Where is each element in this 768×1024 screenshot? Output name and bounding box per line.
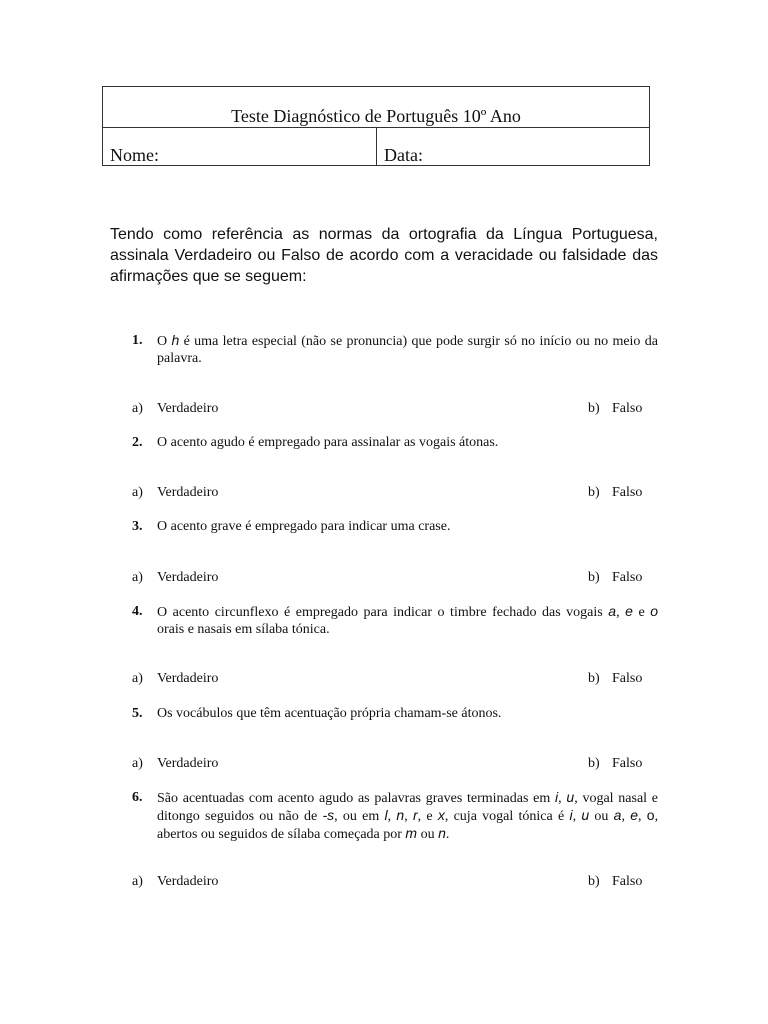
question-4 xyxy=(132,603,658,638)
option-a-verdadeiro[interactable]: Verdadeiro xyxy=(157,874,219,889)
question-number: 3. xyxy=(132,519,143,534)
option-a-verdadeiro[interactable]: Verdadeiro xyxy=(157,401,219,416)
page-title: Teste Diagnóstico de Português 10º Ano xyxy=(231,106,521,126)
option-a-label: a) xyxy=(132,874,143,889)
date-field[interactable] xyxy=(377,128,649,166)
header-fields-row xyxy=(103,128,649,166)
question-1-options xyxy=(132,400,652,417)
question-3-options xyxy=(132,569,652,586)
option-b-label: b) xyxy=(588,756,600,771)
question-number: 6. xyxy=(132,790,143,805)
option-a-label: a) xyxy=(132,671,143,686)
question-number: 4. xyxy=(132,604,143,619)
option-b-falso[interactable]: Falso xyxy=(612,401,643,416)
option-a-label: a) xyxy=(132,485,143,500)
question-6-options xyxy=(132,873,652,890)
option-b-label: b) xyxy=(588,570,600,585)
question-5 xyxy=(132,705,658,722)
question-number: 2. xyxy=(132,435,143,450)
question-3 xyxy=(132,518,658,535)
option-b-label: b) xyxy=(588,485,600,500)
question-1 xyxy=(132,332,658,367)
option-b-falso[interactable]: Falso xyxy=(612,570,643,585)
question-text: Os vocábulos que têm acentuação própria chamam-se átonos. xyxy=(157,706,502,721)
question-5-options xyxy=(132,755,652,772)
header-table xyxy=(102,86,650,166)
date-label: Data: xyxy=(384,145,423,165)
question-text: O acento agudo é empregado para assinalar as vogais átonas. xyxy=(157,435,499,450)
option-a-verdadeiro[interactable]: Verdadeiro xyxy=(157,671,219,686)
option-a-verdadeiro[interactable]: Verdadeiro xyxy=(157,485,219,500)
option-a-label: a) xyxy=(132,401,143,416)
option-b-falso[interactable]: Falso xyxy=(612,874,643,889)
question-6 xyxy=(132,789,658,843)
question-4-options xyxy=(132,670,652,687)
option-b-falso[interactable]: Falso xyxy=(612,485,643,500)
question-text: O acento grave é empregado para indicar uma crase. xyxy=(157,519,451,534)
option-a-verdadeiro[interactable]: Verdadeiro xyxy=(157,756,219,771)
option-b-falso[interactable]: Falso xyxy=(612,756,643,771)
question-text: O h é uma letra especial (não se pronuncia) que pode surgir só no início ou no meio da palavra. xyxy=(157,332,658,366)
instructions-text: Tendo como referência as normas da ortografia da Língua Portuguesa, assinala Verdadeiro ou Falso de acordo com a veracidade ou falsidade das afirmações que se seguem: xyxy=(110,226,658,285)
question-text: O acento circunflexo é empregado para indicar o timbre fechado das vogais a, e e o orais e nasais em sílaba tónica. xyxy=(157,603,658,637)
question-number: 1. xyxy=(132,333,143,348)
name-label: Nome: xyxy=(110,145,159,165)
option-a-label: a) xyxy=(132,756,143,771)
question-number: 5. xyxy=(132,706,143,721)
option-a-verdadeiro[interactable]: Verdadeiro xyxy=(157,570,219,585)
option-a-label: a) xyxy=(132,570,143,585)
name-field[interactable] xyxy=(103,128,377,166)
option-b-falso[interactable]: Falso xyxy=(612,671,643,686)
option-b-label: b) xyxy=(588,874,600,889)
question-2 xyxy=(132,434,658,451)
question-text: São acentuadas com acento agudo as palavras graves terminadas em i, u, vogal nasal e ditongo seguidos ou não de -s, ou em l, n, r, e x, cuja vogal tónica é i, u ou a, e, o, abertos ou seguidos de sílaba começada por m ou n. xyxy=(157,789,659,842)
option-b-label: b) xyxy=(588,671,600,686)
header-title-row xyxy=(103,87,649,128)
option-b-label: b) xyxy=(588,401,600,416)
question-2-options xyxy=(132,484,652,501)
